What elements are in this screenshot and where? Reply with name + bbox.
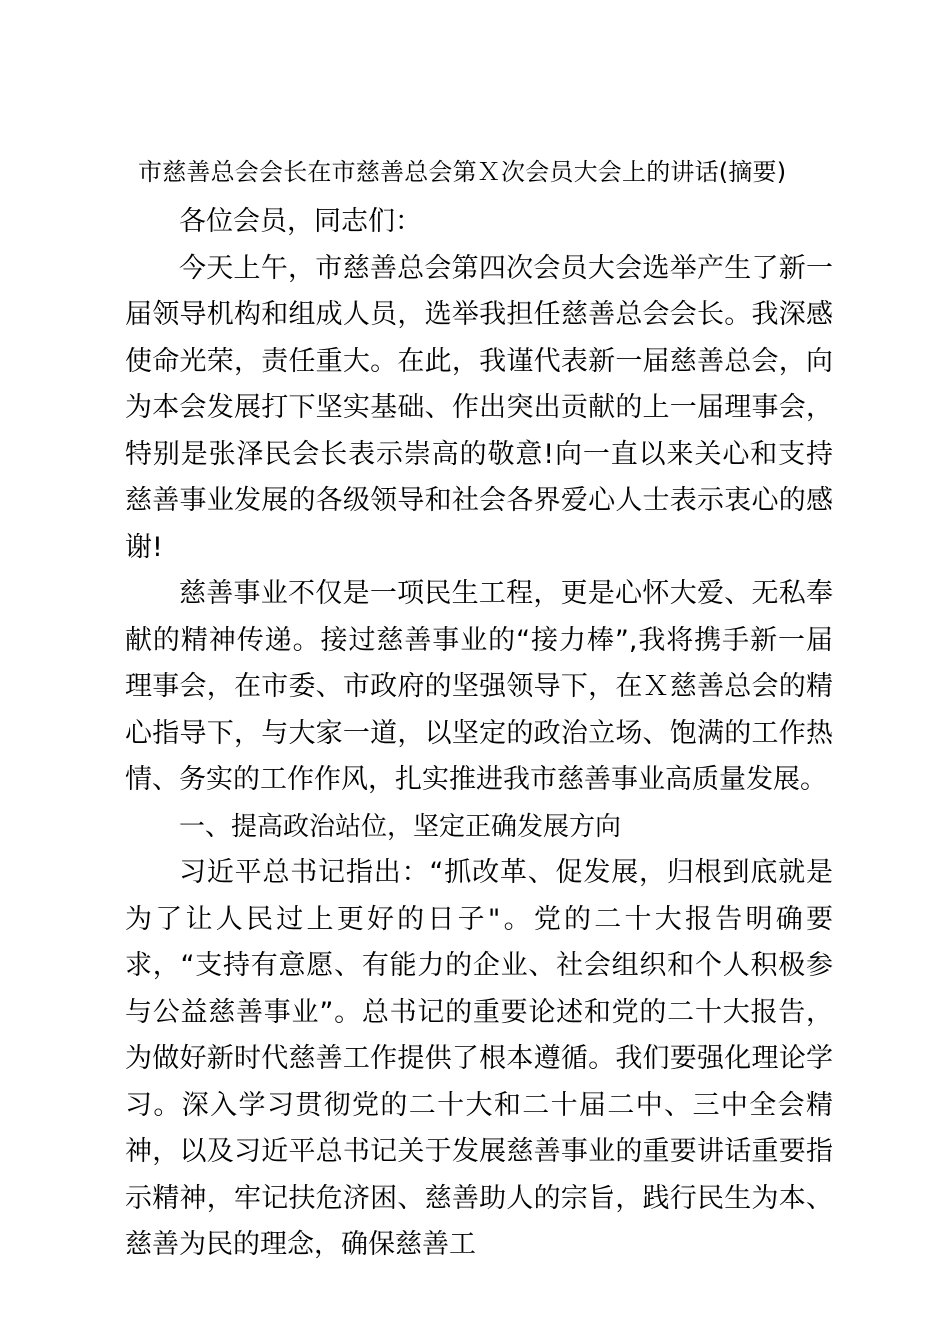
document-body: [125, 199, 833, 1269]
mission-paragraph: 慈善事业不仅是一项民生工程，更是心怀大爱、无私奉献的精神传递。接过慈善事业的“接力棒”,我将携手新一届理事会，在市委、市政府的坚强领导下，在Ｘ慈善总会的精心指导下，与大家一道，以坚定的政治立场、饱满的工作热情、务实的工作作风，扎实推进我市慈善事业高质量发展。: [125, 578, 833, 795]
salutation-paragraph: 各位会员，同志们：: [179, 206, 422, 237]
section-heading-1: 一、提高政治站位，坚定正确发展方向: [179, 811, 622, 842]
opening-paragraph: 今天上午，市慈善总会第四次会员大会选举产生了新一届领导机构和组成人员，选举我担任慈善总会会长。我深感使命光荣，责任重大。在此，我谨代表新一届慈善总会，向为本会发展打下坚实基础、作出突出贡献的上一届理事会，特别是张泽民会长表示崇高的敬意!向一直以来关心和支持慈善事业发展的各级领导和社会各界爱心人士表示衷心的感谢!: [125, 252, 833, 563]
section-1-paragraph: 习近平总书记指出：“抓改革、促发展，归根到底就是为了让人民过上更好的日子"。党的二十大报告明确要求，“支持有意愿、有能力的企业、社会组织和个人积极参与公益慈善事业”。总书记的重要论述和党的二十大报告，为做好新时代慈善工作提供了根本遵循。我们要强化理论学习。深入学习贯彻党的二十大和二十届二中、三中全会精神，以及习近平总书记关于发展慈善事业的重要讲话重要指示精神，牢记扶危济困、慈善助人的宗旨，践行民生为本、慈善为民的理念，确保慈善工: [125, 857, 833, 1260]
document-title: 市慈善总会会长在市慈善总会第Ｘ次会员大会上的讲话(摘要): [138, 158, 787, 186]
